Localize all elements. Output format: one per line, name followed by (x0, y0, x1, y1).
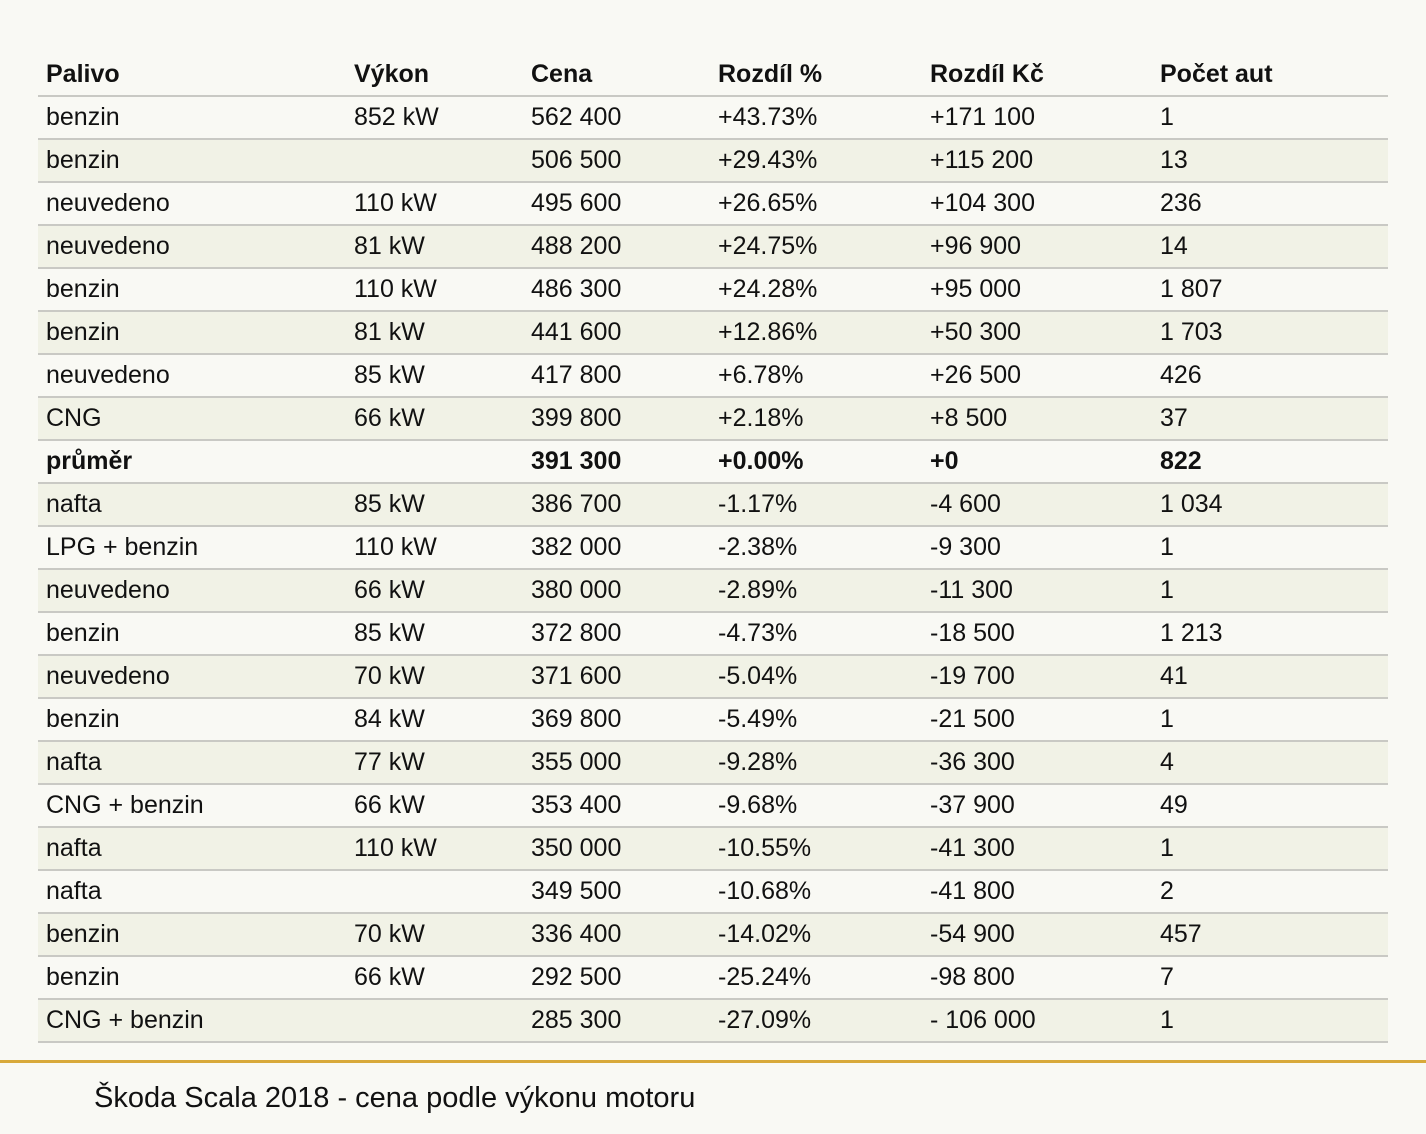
cell-vykon: 77 kW (346, 741, 523, 784)
cell-rozdil-kc: -37 900 (922, 784, 1152, 827)
table-row (38, 827, 1388, 870)
cell-pocet-aut: 236 (1152, 182, 1388, 225)
cell-cena: 380 000 (523, 569, 710, 612)
cell-vykon: 66 kW (346, 397, 523, 440)
cell-vykon: 110 kW (346, 526, 523, 569)
cell-palivo: benzin (38, 139, 346, 182)
cell-rozdil-pct: -14.02% (710, 913, 922, 956)
footer-divider (0, 1060, 1426, 1063)
cell-rozdil-kc: -21 500 (922, 698, 1152, 741)
cell-vykon: 66 kW (346, 956, 523, 999)
table-row (38, 655, 1388, 698)
cell-rozdil-pct: +12.86% (710, 311, 922, 354)
cell-vykon: 81 kW (346, 225, 523, 268)
cell-rozdil-pct: -9.68% (710, 784, 922, 827)
cell-vykon: 84 kW (346, 698, 523, 741)
cell-pocet-aut: 1 (1152, 96, 1388, 139)
table-row (38, 698, 1388, 741)
cell-rozdil-kc: -54 900 (922, 913, 1152, 956)
cell-palivo: benzin (38, 268, 346, 311)
cell-vykon: 66 kW (346, 784, 523, 827)
cell-cena: 486 300 (523, 268, 710, 311)
table-row (38, 225, 1388, 268)
cell-rozdil-kc: -9 300 (922, 526, 1152, 569)
cell-cena: 506 500 (523, 139, 710, 182)
cell-rozdil-pct: -2.89% (710, 569, 922, 612)
header-cena: Cena (523, 47, 710, 96)
cell-palivo: benzin (38, 311, 346, 354)
cell-vykon (346, 440, 523, 483)
cell-rozdil-pct: +24.28% (710, 268, 922, 311)
cell-rozdil-kc: +95 000 (922, 268, 1152, 311)
cell-rozdil-pct: +0.00% (710, 440, 922, 483)
table-row (38, 311, 1388, 354)
cell-pocet-aut: 1 703 (1152, 311, 1388, 354)
cell-rozdil-kc: -41 300 (922, 827, 1152, 870)
cell-rozdil-kc: +8 500 (922, 397, 1152, 440)
table-row (38, 182, 1388, 225)
table-row (38, 999, 1388, 1042)
cell-cena: 285 300 (523, 999, 710, 1042)
cell-palivo: nafta (38, 483, 346, 526)
cell-palivo: benzin (38, 956, 346, 999)
cell-rozdil-pct: -4.73% (710, 612, 922, 655)
cell-pocet-aut: 426 (1152, 354, 1388, 397)
cell-vykon: 110 kW (346, 268, 523, 311)
table-row (38, 268, 1388, 311)
header-rozdil-kc: Rozdíl Kč (922, 47, 1152, 96)
cell-rozdil-pct: -2.38% (710, 526, 922, 569)
cell-vykon: 81 kW (346, 311, 523, 354)
cell-cena: 371 600 (523, 655, 710, 698)
table-row (38, 139, 1388, 182)
cell-pocet-aut: 1 (1152, 698, 1388, 741)
cell-pocet-aut: 37 (1152, 397, 1388, 440)
cell-rozdil-pct: -9.28% (710, 741, 922, 784)
cell-rozdil-kc: +171 100 (922, 96, 1152, 139)
table-row (38, 569, 1388, 612)
cell-rozdil-kc: +50 300 (922, 311, 1152, 354)
cell-rozdil-pct: -5.04% (710, 655, 922, 698)
table-row (38, 956, 1388, 999)
table-caption: Škoda Scala 2018 - cena podle výkonu motoru (94, 1082, 696, 1114)
cell-rozdil-kc: - 106 000 (922, 999, 1152, 1042)
cell-palivo: nafta (38, 870, 346, 913)
cell-vykon (346, 870, 523, 913)
cell-rozdil-kc: +26 500 (922, 354, 1152, 397)
cell-cena: 488 200 (523, 225, 710, 268)
cell-palivo: nafta (38, 827, 346, 870)
cell-cena: 372 800 (523, 612, 710, 655)
cell-pocet-aut: 822 (1152, 440, 1388, 483)
cell-cena: 350 000 (523, 827, 710, 870)
table-row (38, 354, 1388, 397)
cell-pocet-aut: 41 (1152, 655, 1388, 698)
table-row (38, 483, 1388, 526)
cell-pocet-aut: 1 (1152, 569, 1388, 612)
header-row (38, 47, 1388, 96)
cell-pocet-aut: 1 (1152, 827, 1388, 870)
table-row (38, 397, 1388, 440)
cell-cena: 349 500 (523, 870, 710, 913)
cell-cena: 562 400 (523, 96, 710, 139)
cell-rozdil-kc: -4 600 (922, 483, 1152, 526)
cell-rozdil-kc: -18 500 (922, 612, 1152, 655)
cell-cena: 353 400 (523, 784, 710, 827)
cell-pocet-aut: 49 (1152, 784, 1388, 827)
table-row (38, 913, 1388, 956)
cell-palivo: benzin (38, 913, 346, 956)
cell-pocet-aut: 7 (1152, 956, 1388, 999)
table-row (38, 784, 1388, 827)
cell-cena: 355 000 (523, 741, 710, 784)
cell-palivo: CNG + benzin (38, 784, 346, 827)
cell-palivo: LPG + benzin (38, 526, 346, 569)
cell-vykon: 70 kW (346, 655, 523, 698)
cell-cena: 391 300 (523, 440, 710, 483)
cell-rozdil-kc: +115 200 (922, 139, 1152, 182)
cell-vykon (346, 139, 523, 182)
cell-palivo: CNG + benzin (38, 999, 346, 1042)
cell-pocet-aut: 1 (1152, 526, 1388, 569)
table-header (38, 47, 1388, 96)
cell-rozdil-pct: +26.65% (710, 182, 922, 225)
cell-palivo: CNG (38, 397, 346, 440)
cell-cena: 336 400 (523, 913, 710, 956)
cell-cena: 417 800 (523, 354, 710, 397)
cell-cena: 369 800 (523, 698, 710, 741)
cell-rozdil-pct: -27.09% (710, 999, 922, 1042)
cell-palivo: neuvedeno (38, 225, 346, 268)
cell-rozdil-kc: -19 700 (922, 655, 1152, 698)
cell-rozdil-kc: -41 800 (922, 870, 1152, 913)
table-row (38, 96, 1388, 139)
cell-cena: 292 500 (523, 956, 710, 999)
header-palivo: Palivo (38, 47, 346, 96)
cell-rozdil-pct: -5.49% (710, 698, 922, 741)
cell-vykon: 85 kW (346, 483, 523, 526)
cell-palivo: nafta (38, 741, 346, 784)
cell-rozdil-pct: -10.55% (710, 827, 922, 870)
cell-rozdil-pct: +43.73% (710, 96, 922, 139)
cell-cena: 399 800 (523, 397, 710, 440)
cell-rozdil-pct: +6.78% (710, 354, 922, 397)
cell-vykon: 110 kW (346, 182, 523, 225)
cell-pocet-aut: 2 (1152, 870, 1388, 913)
cell-rozdil-kc: +96 900 (922, 225, 1152, 268)
cell-vykon: 85 kW (346, 612, 523, 655)
cell-pocet-aut: 1 807 (1152, 268, 1388, 311)
table-body (38, 96, 1388, 1042)
cell-cena: 386 700 (523, 483, 710, 526)
table-row-average (38, 440, 1388, 483)
cell-vykon: 70 kW (346, 913, 523, 956)
cell-pocet-aut: 1 213 (1152, 612, 1388, 655)
cell-palivo: neuvedeno (38, 182, 346, 225)
cell-rozdil-kc: -11 300 (922, 569, 1152, 612)
table-row (38, 741, 1388, 784)
table-row (38, 526, 1388, 569)
cell-vykon: 852 kW (346, 96, 523, 139)
cell-vykon: 85 kW (346, 354, 523, 397)
header-pocet-aut: Počet aut (1152, 47, 1388, 96)
cell-palivo: průměr (38, 440, 346, 483)
cell-rozdil-pct: +2.18% (710, 397, 922, 440)
cell-palivo: neuvedeno (38, 569, 346, 612)
cell-rozdil-pct: -1.17% (710, 483, 922, 526)
cell-rozdil-kc: +104 300 (922, 182, 1152, 225)
cell-palivo: benzin (38, 96, 346, 139)
price-table (38, 47, 1388, 1043)
cell-pocet-aut: 4 (1152, 741, 1388, 784)
header-rozdil-pct: Rozdíl % (710, 47, 922, 96)
cell-rozdil-pct: -25.24% (710, 956, 922, 999)
cell-pocet-aut: 14 (1152, 225, 1388, 268)
cell-palivo: neuvedeno (38, 354, 346, 397)
cell-pocet-aut: 1 (1152, 999, 1388, 1042)
cell-vykon: 110 kW (346, 827, 523, 870)
cell-cena: 441 600 (523, 311, 710, 354)
cell-pocet-aut: 13 (1152, 139, 1388, 182)
cell-vykon: 66 kW (346, 569, 523, 612)
cell-rozdil-pct: +24.75% (710, 225, 922, 268)
cell-cena: 382 000 (523, 526, 710, 569)
cell-palivo: benzin (38, 698, 346, 741)
cell-rozdil-pct: +29.43% (710, 139, 922, 182)
cell-rozdil-pct: -10.68% (710, 870, 922, 913)
cell-palivo: neuvedeno (38, 655, 346, 698)
cell-rozdil-kc: -36 300 (922, 741, 1152, 784)
cell-pocet-aut: 1 034 (1152, 483, 1388, 526)
table-row (38, 870, 1388, 913)
cell-vykon (346, 999, 523, 1042)
header-vykon: Výkon (346, 47, 523, 96)
table-row (38, 612, 1388, 655)
cell-rozdil-kc: -98 800 (922, 956, 1152, 999)
cell-pocet-aut: 457 (1152, 913, 1388, 956)
cell-cena: 495 600 (523, 182, 710, 225)
cell-palivo: benzin (38, 612, 346, 655)
cell-rozdil-kc: +0 (922, 440, 1152, 483)
